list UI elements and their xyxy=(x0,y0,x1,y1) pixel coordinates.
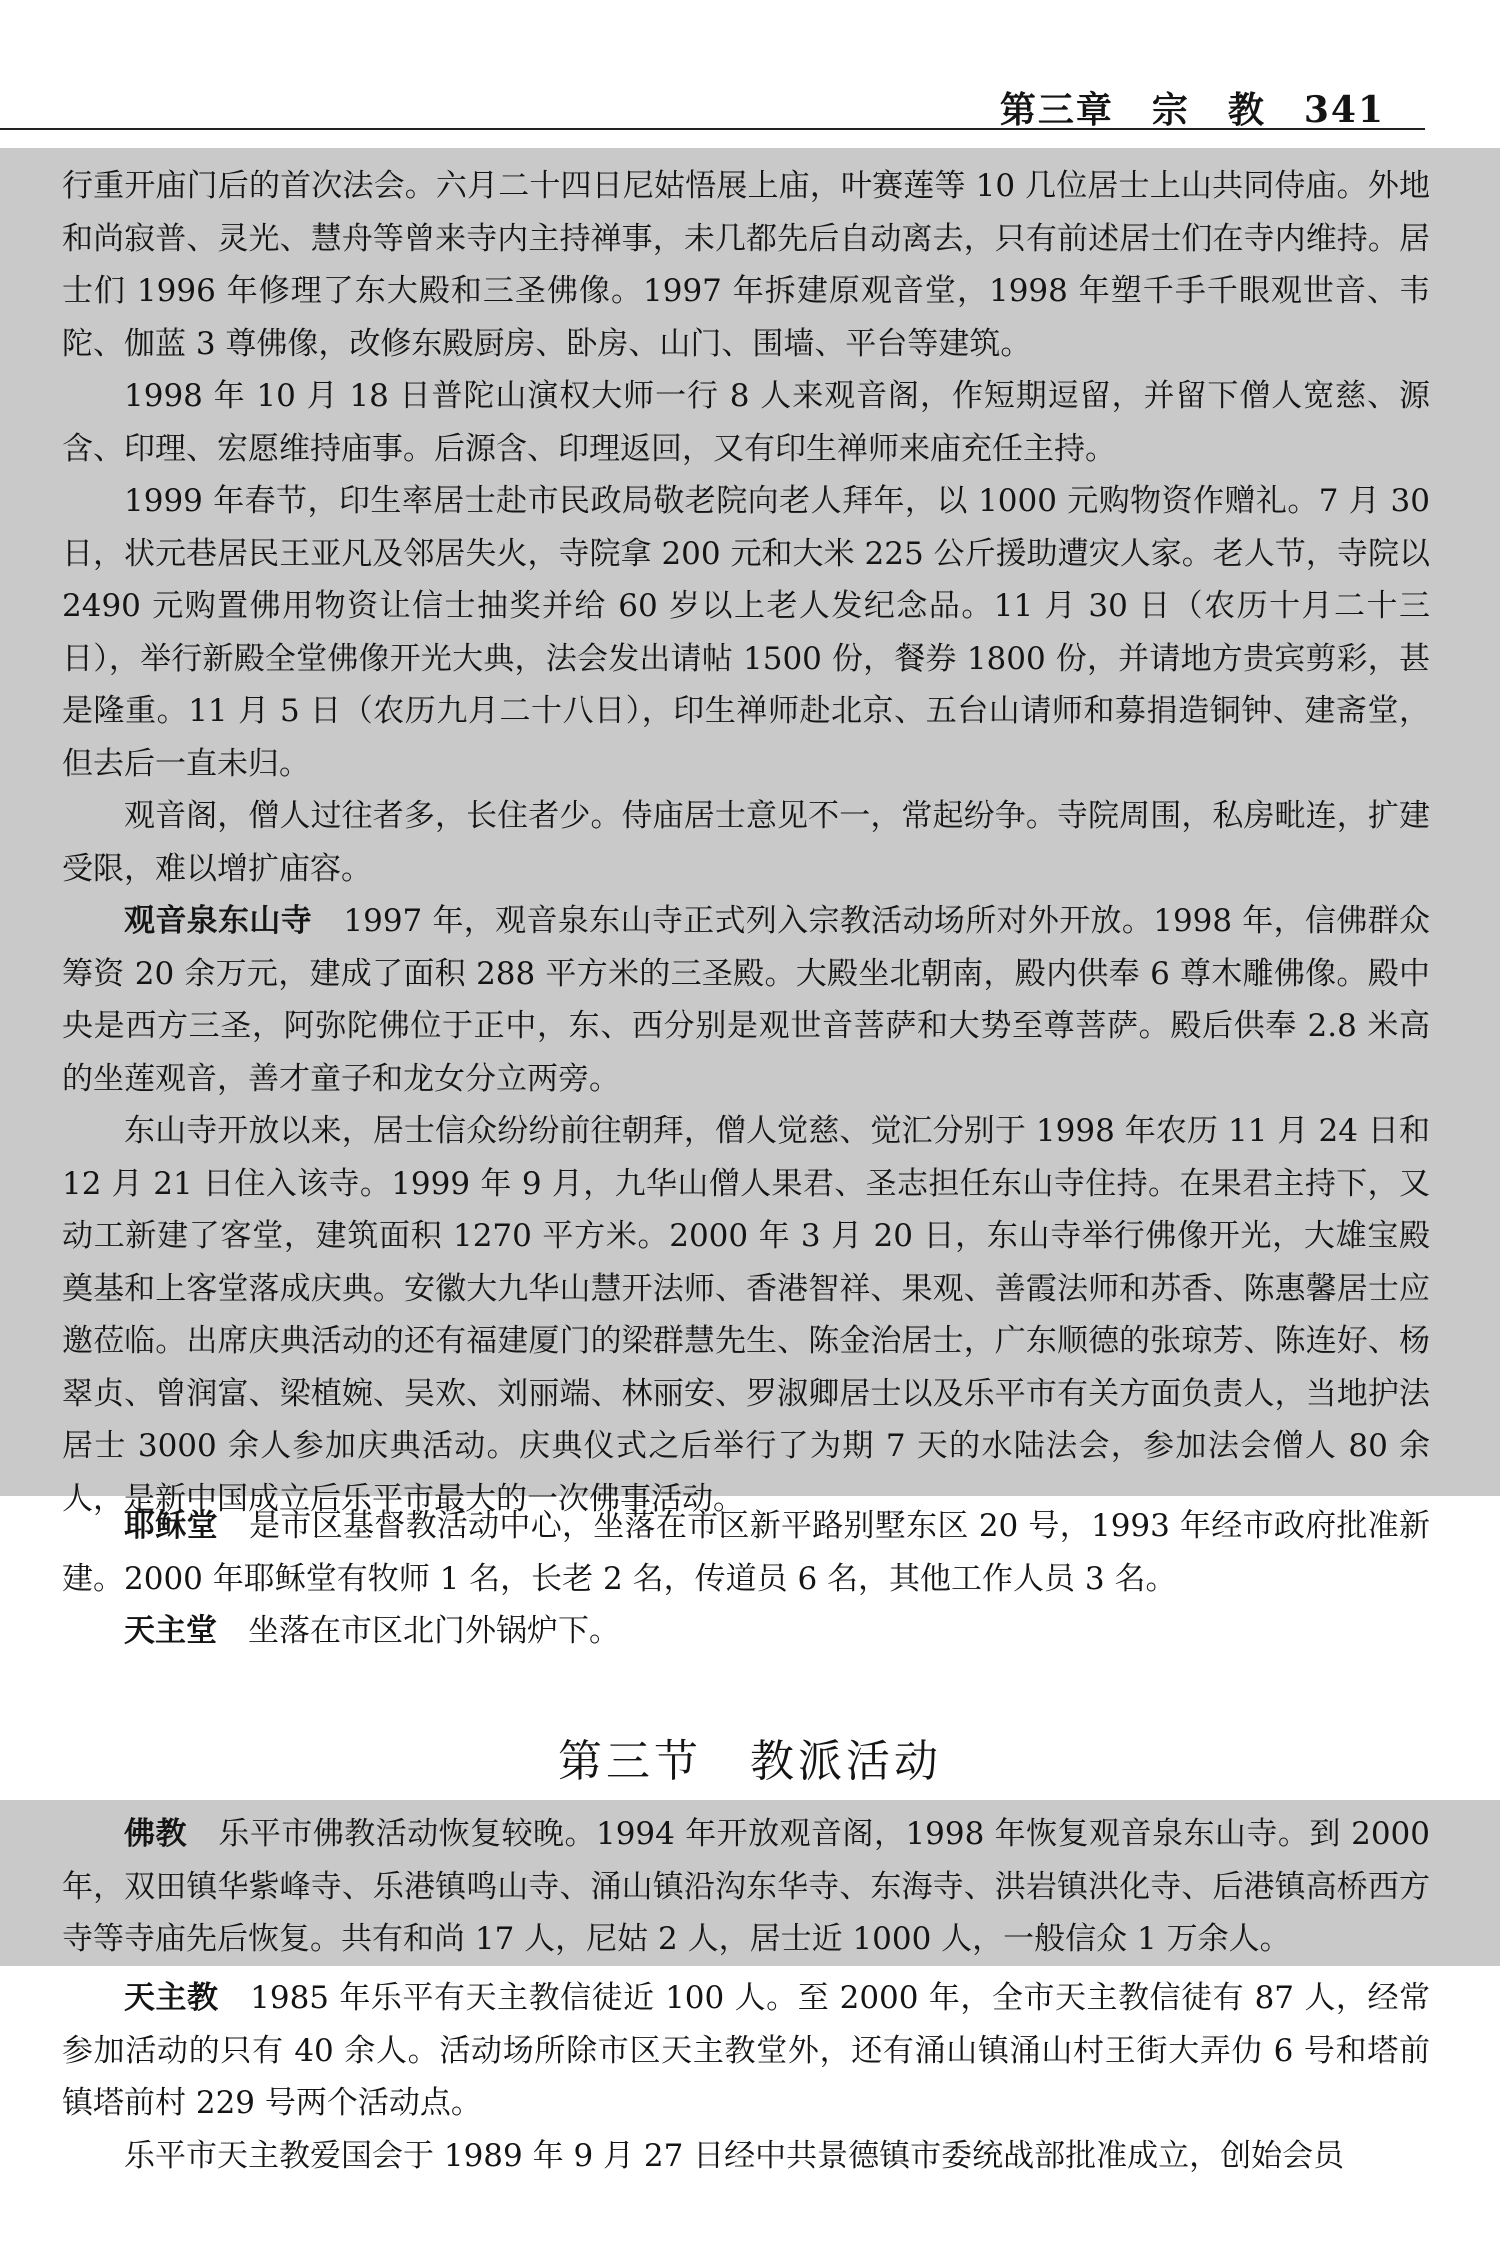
entry-text: 是市区基督教活动中心，坐落在市区新平路别墅东区 20 号，1993 年经市政府批准新建。2000 年耶稣堂有牧师 1 名，长老 2 名，传道员 6 名，其他工作人员 3 名。 xyxy=(62,1508,1430,1597)
entry-term: 耶稣堂 xyxy=(124,1508,218,1544)
entry-term: 佛教 xyxy=(124,1816,187,1852)
text-block-fojiao xyxy=(62,1808,1430,1966)
section-title: 第三节 教派活动 xyxy=(558,1736,942,1787)
text-block-churches xyxy=(62,1500,1430,1658)
header-rule xyxy=(0,128,1425,130)
page-header xyxy=(0,70,1425,140)
paragraph-dongshan xyxy=(62,895,1430,1105)
running-header: 第三章 宗 教 341 xyxy=(999,89,1385,131)
entry-text: 坐落在市区北门外锅炉下。 xyxy=(217,1613,620,1649)
paragraph-tianzhujiao xyxy=(62,1972,1430,2130)
entry-term: 天主堂 xyxy=(124,1613,217,1649)
paragraph-yesutang xyxy=(62,1500,1430,1605)
text-block-tianzhujiao xyxy=(62,1972,1430,2182)
entry-term: 天主教 xyxy=(124,1980,219,2016)
entry-text: 1985 年乐平有天主教信徒近 100 人。至 2000 年，全市天主教信徒有 87 人，经常参加活动的只有 40 余人。活动场所除市区天主教堂外，还有涌山镇涌山村王街大弄仂 6 号和塔前镇塔前村 229 号两个活动点。 xyxy=(62,1980,1430,2121)
entry-text: 乐平市佛教活动恢复较晚。1994 年开放观音阁，1998 年恢复观音泉东山寺。到 2000 年，双田镇华紫峰寺、乐港镇鸣山寺、涌山镇沿沟东华寺、东海寺、洪岩镇洪化寺、后港镇高桥西方寺等寺庙先后恢复。共有和尚 17 人，尼姑 2 人，居士近 1000 人，一般信众 1 万余人。 xyxy=(62,1816,1430,1957)
paragraph: 行重开庙门后的首次法会。六月二十四日尼姑悟展上庙，叶赛莲等 10 几位居士上山共同侍庙。外地和尚寂普、灵光、慧舟等曾来寺内主持禅事，未几都先后自动离去，只有前述居士们在寺内维持。居士们 1996 年修理了东大殿和三圣佛像。1997 年拆建原观音堂，1998 年塑千手千眼观世音、韦陀、伽蓝 3 尊佛像，改修东殿厨房、卧房、山门、围墙、平台等建筑。 xyxy=(62,168,1430,362)
paragraph: 1999 年春节，印生率居士赴市民政局敬老院向老人拜年，以 1000 元购物资作赠礼。7 月 30 日，状元巷居民王亚凡及邻居失火，寺院拿 200 元和大米 225 公斤援助遭灾人家。老人节，寺院以 2490 元购置佛用物资让信士抽奖并给 60 岁以上老人发纪念品。11 月 30 日（农历十月二十三日），举行新殿全堂佛像开光大典，法会发出请帖 1500 份，餐券 1800 份，并请地方贵宾剪彩，甚是隆重。11 月 5 日（农历九月二十八日），印生禅师赴北京、五台山请师和募捐造铜钟、建斋堂，但去后一直未归。 xyxy=(62,483,1430,782)
entry-term: 观音泉东山寺 xyxy=(124,903,313,939)
text-block-guanyinge xyxy=(62,160,1430,1525)
paragraph-fojiao xyxy=(62,1808,1430,1966)
entry-text: 1997 年，观音泉东山寺正式列入宗教活动场所对外开放。1998 年，信佛群众筹资 20 余万元，建成了面积 288 平方米的三圣殿。大殿坐北朝南，殿内供奉 6 尊木雕佛像。殿中央是西方三圣，阿弥陀佛位于正中，东、西分别是观世音菩萨和大势至尊菩萨。殿后供奉 2.8 米高的坐莲观音，善才童子和龙女分立两旁。 xyxy=(62,903,1430,1097)
paragraph: 乐平市天主教爱国会于 1989 年 9 月 27 日经中共景德镇市委统战部批准成立，创始会员 xyxy=(124,2137,1345,2174)
paragraph-tianzhutang xyxy=(62,1605,1430,1658)
paragraph: 观音阁，僧人过往者多，长住者少。侍庙居士意见不一，常起纷争。寺院周围，私房毗连，扩建受限，难以增扩庙容。 xyxy=(62,798,1430,887)
paragraph: 东山寺开放以来，居士信众纷纷前往朝拜，僧人觉慈、觉汇分别于 1998 年农历 11 月 24 日和 12 月 21 日住入该寺。1999 年 9 月，九华山僧人果君、圣志担任东山寺住持。在果君主持下，又动工新建了客堂，建筑面积 1270 平方米。2000 年 3 月 20 日，东山寺举行佛像开光，大雄宝殿奠基和上客堂落成庆典。安徽大九华山慧开法师、香港智祥、果观、善霞法师和苏香、陈惠馨居士应邀莅临。出席庆典活动的还有福建厦门的梁群慧先生、陈金治居士，广东顺德的张琼芳、陈连好、杨翠贞、曾润富、梁植婉、吴欢、刘丽端、林丽安、罗淑卿居士以及乐平市有关方面负责人，当地护法居士 3000 余人参加庆典活动。庆典仪式之后举行了为期 7 天的水陆法会，参加法会僧人 80 余人，是新中国成立后乐平市最大的一次佛事活动。 xyxy=(62,1113,1430,1517)
paragraph: 1998 年 10 月 18 日普陀山演权大师一行 8 人来观音阁，作短期逗留，并留下僧人宽慈、源含、印理、宏愿维持庙事。后源含、印理返回，又有印生禅师来庙充任主持。 xyxy=(62,378,1430,467)
